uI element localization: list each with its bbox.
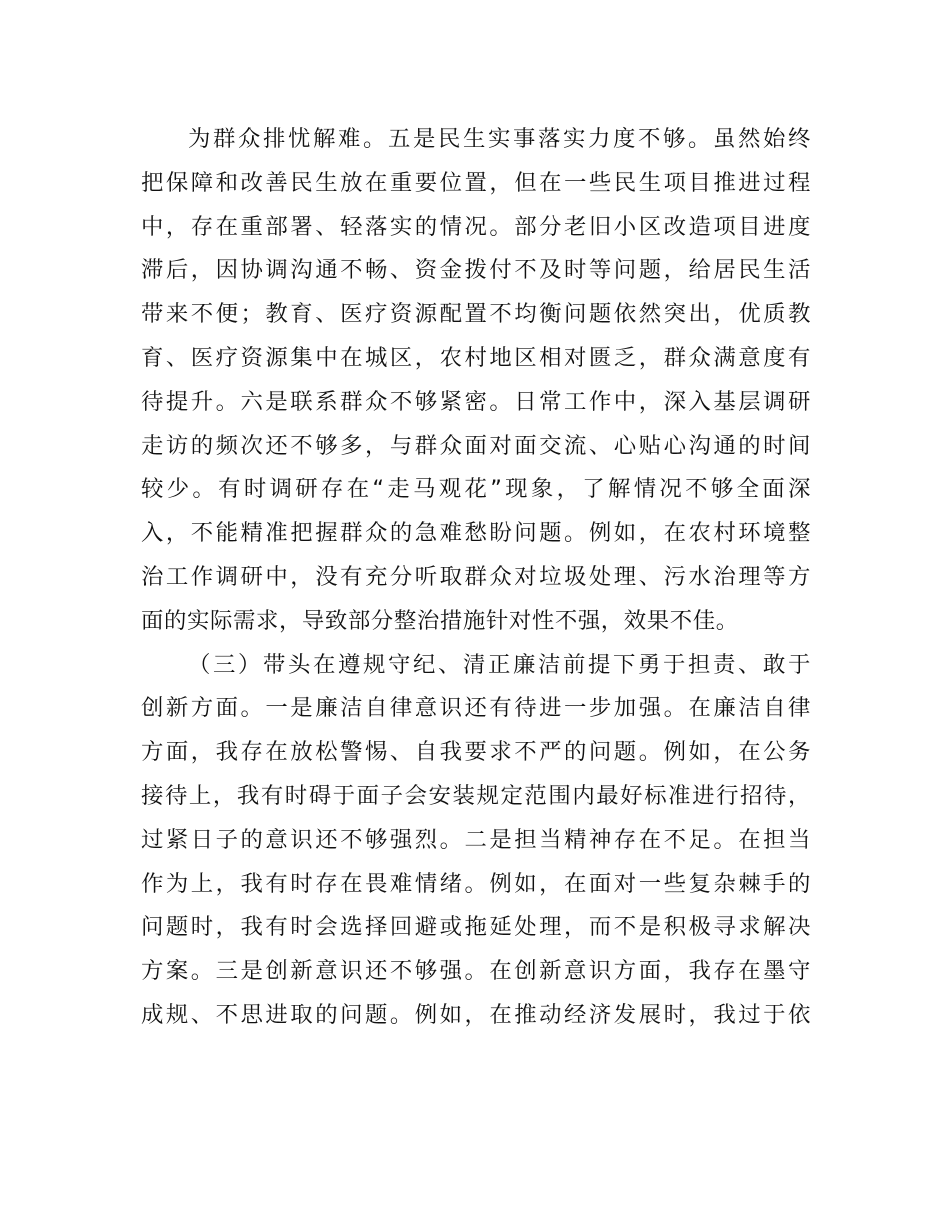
text-line: 滞后，因协调沟通不畅、资金拨付不及时等问题，给居民生活 <box>141 257 811 284</box>
text-line: 接待上，我有时碍于面子会安装规定范围内最好标准进行招待， <box>141 782 811 809</box>
text-line: 中，存在重部署、轻落实的情况。部分老旧小区改造项目进度 <box>141 213 811 240</box>
text-line: 育、医疗资源集中在城区，农村地区相对匮乏，群众满意度有 <box>141 344 811 371</box>
text-line: 方案。三是创新意识还不够强。在创新意识方面，我存在墨守 <box>141 958 811 985</box>
text-line: 作为上，我有时存在畏难情绪。例如，在面对一些复杂棘手的 <box>141 870 811 897</box>
document-body <box>141 118 811 1038</box>
section-heading-line: （三）带头在遵规守纪、清正廉洁前提下勇于担责、敢于 <box>188 651 811 678</box>
text-line: 过紧日子的意识还不够强烈。二是担当精神存在不足。在担当 <box>141 826 811 853</box>
text-line: 方面，我存在放松警惕、自我要求不严的问题。例如，在公务 <box>141 739 811 766</box>
text-line: 较少。有时调研存在“走马观花”现象，了解情况不够全面深 <box>141 476 811 503</box>
text-line: 走访的频次还不够多，与群众面对面交流、心贴心沟通的时间 <box>141 432 811 459</box>
text-line: 为群众排忧解难。五是民生实事落实力度不够。虽然始终 <box>188 126 811 152</box>
text-line: 面的实际需求，导致部分整治措施针对性不强，效果不佳。 <box>141 607 739 634</box>
text-line: 待提升。六是联系群众不够紧密。日常工作中，深入基层调研 <box>141 388 811 415</box>
text-line: 创新方面。一是廉洁自律意识还有待进一步加强。在廉洁自律 <box>141 695 811 722</box>
text-line: 带来不便；教育、医疗资源配置不均衡问题依然突出，优质教 <box>141 301 811 328</box>
paragraph-livelihood-issues <box>141 118 811 644</box>
paragraph-integrity-responsibility <box>141 644 811 1038</box>
text-line: 把保障和改善民生放在重要位置，但在一些民生项目推进过程 <box>141 169 811 196</box>
text-line: 入，不能精准把握群众的急难愁盼问题。例如，在农村环境整 <box>141 520 811 547</box>
text-line: 问题时，我有时会选择回避或拖延处理，而不是积极寻求解决 <box>141 914 811 941</box>
text-line: 治工作调研中，没有充分听取群众对垃圾处理、污水治理等方 <box>141 563 811 590</box>
text-line: 成规、不思进取的问题。例如，在推动经济发展时，我过于依 <box>141 1001 811 1028</box>
